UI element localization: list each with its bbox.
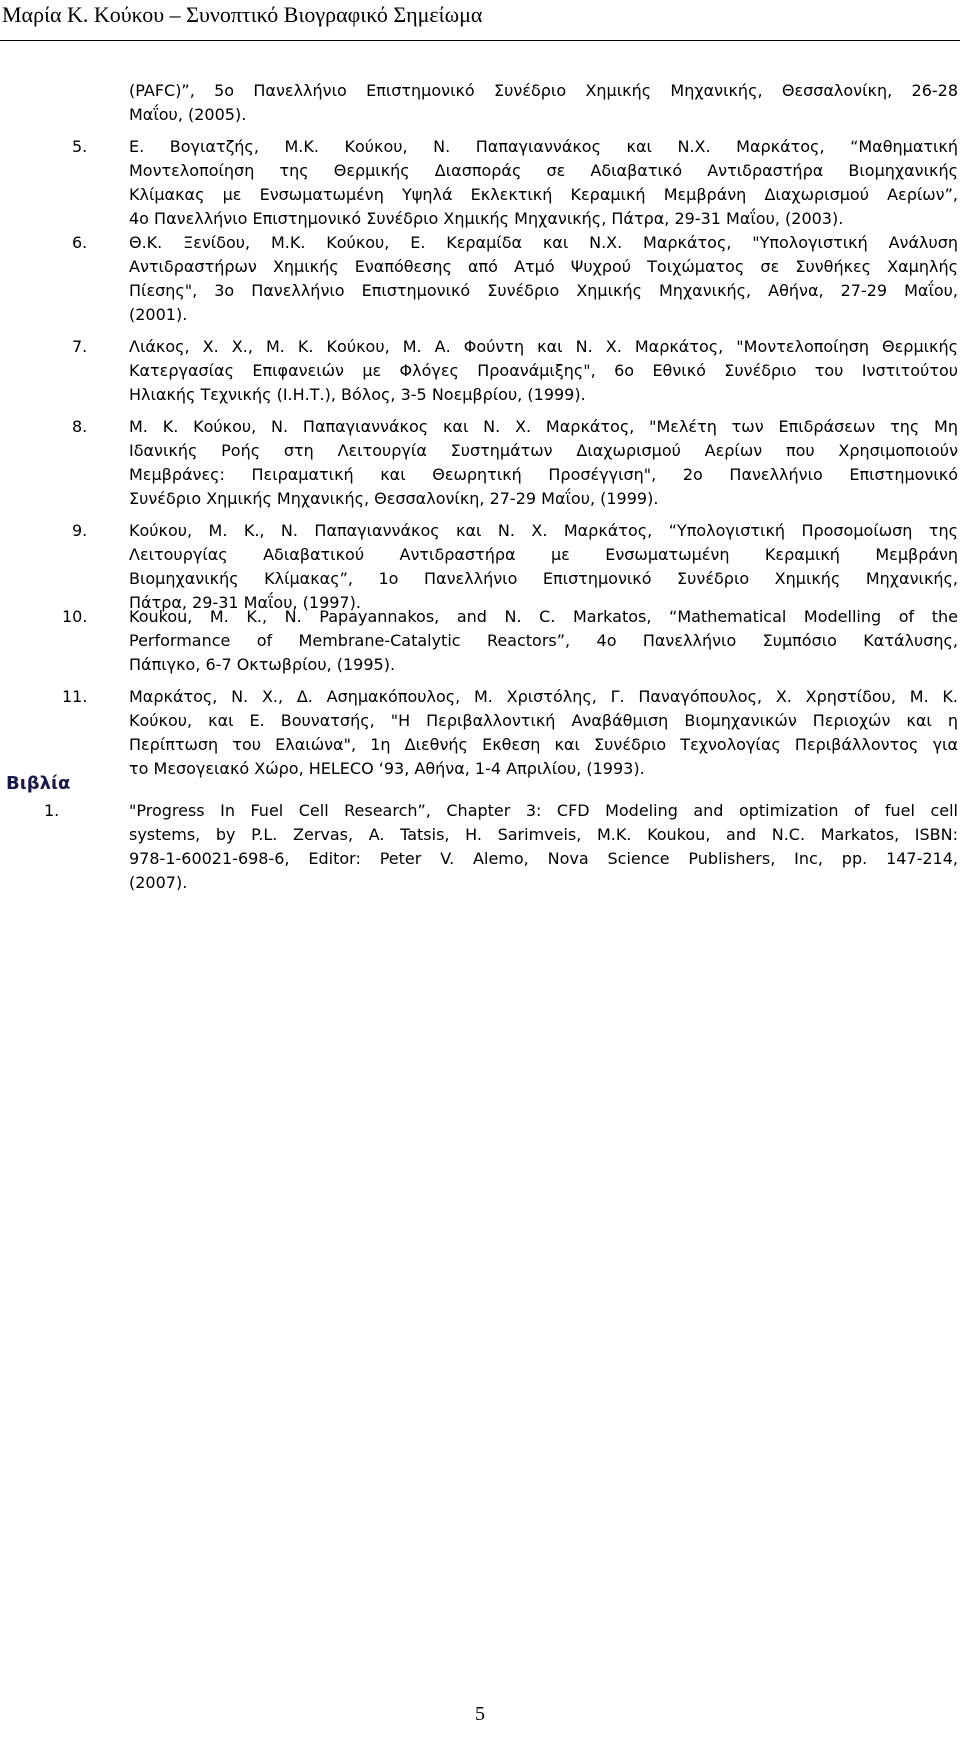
reference-line: Λιάκος, Χ. Χ., Μ. Κ. Κούκου, Μ. Α. Φούντη και Ν. Χ. Μαρκάτος, "Μοντελοποίηση Θερμικής [129, 337, 958, 356]
reference-number: 10. [62, 607, 88, 626]
reference-line: Πίεσης", 3ο Πανελλήνιο Επιστημονικό Συνέδριο Χημικής Μηχανικής, Αθήνα, 27-29 Μαΐου, [129, 281, 958, 300]
reference-line: Ηλιακής Τεχνικής (Ι.Η.Τ.), Βόλος, 3-5 Νοεμβρίου, (1999). [129, 385, 586, 404]
reference-line: Ιδανικής Ροής στη Λειτουργία Συστημάτων Διαχωρισμού Αερίων που Χρησιμοποιούν [129, 441, 958, 460]
reference-line: Μοντελοποίηση της Θερμικής Διασποράς σε Αδιαβατικό Αντιδραστήρα Βιομηχανικής [129, 161, 958, 180]
reference-line: Κατεργασίας Επιφανειών με Φλόγες Προανάμιξης", 6ο Εθνικό Συνέδριο του Ινστιτούτου [129, 361, 958, 380]
reference-line: Μ. Κ. Κούκου, Ν. Παπαγιαννάκος και Ν. Χ. Μαρκάτος, "Μελέτη των Επιδράσεων της Μη [129, 417, 958, 436]
reference-line: Μαρκάτος, Ν. Χ., Δ. Ασημακόπουλος, Μ. Χριστόλης, Γ. Παναγόπουλος, Χ. Χρηστίδου, Μ. Κ. [129, 687, 958, 706]
reference-line: Κλίμακας με Ενσωματωμένη Υψηλά Εκλεκτική Κεραμική Μεμβράνη Διαχωρισμού Αερίων”, [129, 185, 958, 204]
page-number: 5 [475, 1703, 485, 1725]
reference-line: (2001). [129, 305, 188, 324]
reference-line: Performance of Membrane-Catalytic Reactors”, 4ο Πανελλήνιο Συμπόσιο Κατάλυσης, [129, 631, 958, 650]
reference-line: Περίπτωση του Ελαιώνα", 1η Διεθνής Εκθεση και Συνέδριο Τεχνολογίας Περιβάλλοντος για [129, 735, 958, 754]
reference-line: Κούκου, Μ. Κ., Ν. Παπαγιαννάκος και Ν. Χ. Μαρκάτος, “Υπολογιστική Προσομοίωση της [129, 521, 958, 540]
book-line: 978-1-60021-698-6, Editor: Peter V. Alemo, Nova Science Publishers, Inc, pp. 147-214, [129, 849, 958, 868]
reference-number: 6. [72, 233, 88, 252]
reference-number: 9. [72, 521, 88, 540]
book-line: "Progress In Fuel Cell Research”, Chapter 3: CFD Modeling and optimization of fuel cell [129, 801, 958, 820]
reference-line: Μεμβράνες: Πειραματική και Θεωρητική Προσέγγιση", 2ο Πανελλήνιο Επιστημονικό [129, 465, 958, 484]
book-line: systems, by P.L. Zervas, A. Tatsis, H. Sarimveis, M.K. Koukou, and N.C. Markatos, ISBN: [129, 825, 958, 844]
reference-line: το Μεσογειακό Χώρο, HELECO ‘93, Αθήνα, 1-4 Απριλίου, (1993). [129, 759, 645, 778]
reference-line: Θ.Κ. Ξενίδου, Μ.Κ. Κούκου, Ε. Κεραμίδα και Ν.Χ. Μαρκάτος, "Υπολογιστική Ανάλυση [129, 233, 958, 252]
reference-number: 5. [72, 137, 88, 156]
reference-line: 4ο Πανελλήνιο Επιστημονικό Συνέδριο Χημικής Μηχανικής, Πάτρα, 29-31 Μαΐου, (2003). [129, 209, 844, 228]
page-header-title: Μαρία Κ. Κούκου – Συνοπτικό Βιογραφικό Σημείωμα [2, 2, 483, 27]
reference-line: Πάπιγκο, 6-7 Οκτωβρίου, (1995). [129, 655, 396, 674]
books-section-heading: Βιβλία [6, 773, 71, 794]
continuation-line: Μαΐου, (2005). [129, 105, 247, 124]
reference-number: 8. [72, 417, 88, 436]
reference-line: Ε. Βογιατζής, Μ.Κ. Κούκου, Ν. Παπαγιαννάκος και Ν.Χ. Μαρκάτος, “Μαθηματική [129, 137, 958, 156]
continuation-line: (PAFC)”, 5ο Πανελλήνιο Επιστημονικό Συνέδριο Χημικής Μηχανικής, Θεσσαλονίκη, 26-28 [129, 81, 958, 100]
reference-line: Λειτουργίας Αδιαβατικού Αντιδραστήρα με Ενσωματωμένη Κεραμική Μεμβράνη [129, 545, 958, 564]
reference-line: Συνέδριο Χημικής Μηχανικής, Θεσσαλονίκη, 27-29 Μαΐου, (1999). [129, 489, 659, 508]
page-header [0, 2, 960, 41]
book-number: 1. [44, 801, 60, 820]
book-line: (2007). [129, 873, 188, 892]
reference-line: Κούκου, και Ε. Βουνατσής, "Η Περιβαλλοντική Αναβάθμιση Βιομηχανικών Περιοχών και η [129, 711, 958, 730]
reference-line: Βιομηχανικής Κλίμακας”, 1ο Πανελλήνιο Επιστημονικό Συνέδριο Χημικής Μηχανικής, [129, 569, 958, 588]
reference-number: 11. [62, 687, 88, 706]
reference-line: Πάτρα, 29-31 Μαΐου, (1997). [129, 593, 361, 612]
reference-number: 7. [72, 337, 88, 356]
reference-line: Αντιδραστήρων Χημικής Εναπόθεσης από Ατμό Ψυχρού Τοιχώματος σε Συνθήκες Χαμηλής [129, 257, 958, 276]
reference-line: Koukou, M. K., N. Papayannakos, and N. C. Markatos, “Mathematical Modelling of the [129, 607, 958, 626]
